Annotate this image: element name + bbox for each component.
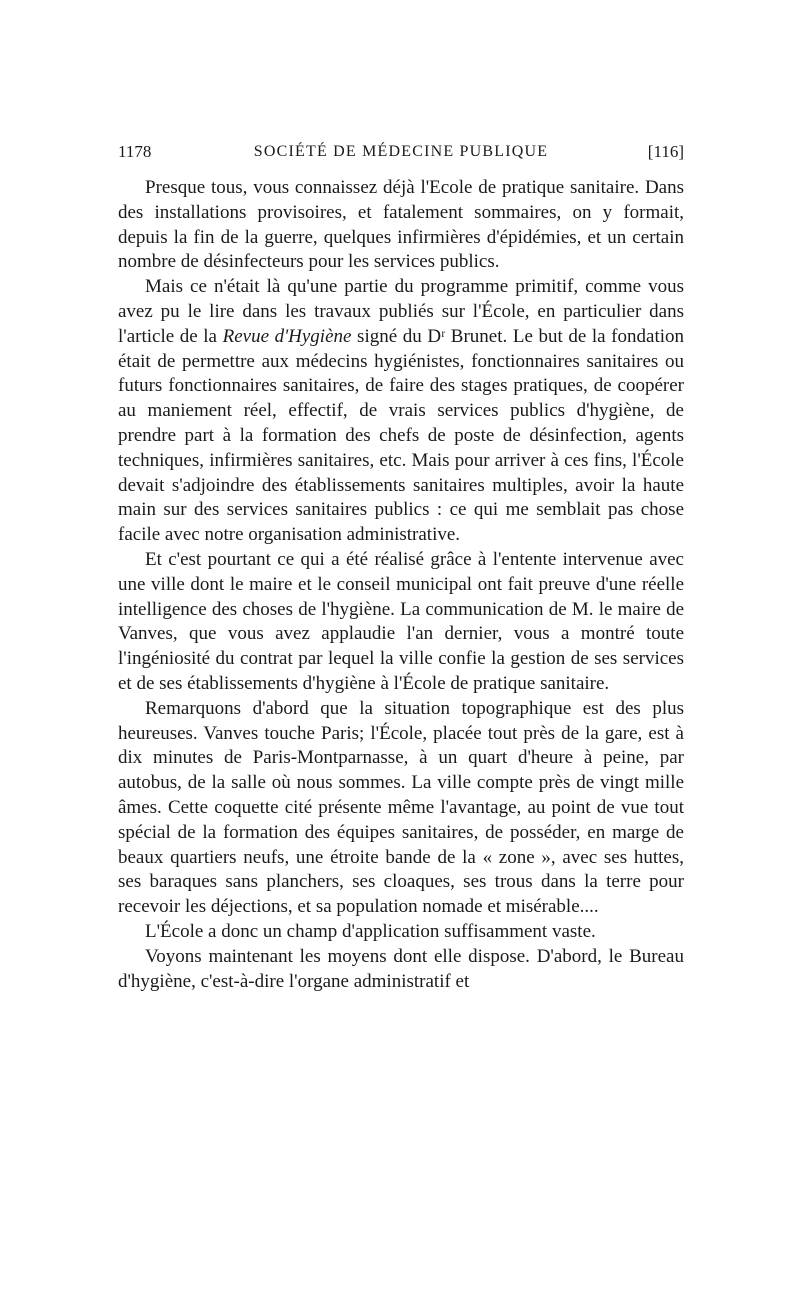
running-header: [118, 141, 684, 163]
journal-title: Revue d'Hygiène: [222, 325, 352, 347]
body-text: [118, 176, 684, 994]
page-reference: [116]: [647, 142, 684, 161]
paragraph: Voyons maintenant les moyens dont elle dispose. D'abord, le Bureau d'hygiène, c'est-à-dire l'organe administratif et: [118, 945, 684, 992]
paragraph-text: signé du Dʳ Brunet. Le but de la fondation était de permettre aux médecins hygiénistes, fonctionnaires sanitaires ou futurs fonctionnaires sanitaires, de faire des stages pratiques, de coopérer au maniement réel, effectif, de vrais services publics d'hygiène, de prendre part à la formation des chefs de poste de désinfection, agents techniques, infirmières sanitaires, etc. Mais pour arriver à ces fins, l'École devait s'adjoindre des établissements sanitaires multiples, avoir la haute main sur des services sanitaires publics : ce qui me semblait pas chose facile avec notre organisation administrative.: [118, 325, 684, 546]
paragraph: Remarquons d'abord que la situation topographique est des plus heureuses. Vanves touche Paris; l'École, placée tout près de la gare, est à dix minutes de Paris-Montparnasse, à un quart d'heure à peine, par autobus, de la salle où nous sommes. La ville compte près de vingt mille âmes. Cette coquette cité présente même l'avantage, au point de vue tout spécial de la formation des équipes sanitaires, de posséder, en marge de beaux quartiers neufs, une étroite bande de la « zone », avec ses huttes, ses baraques sans planchers, ses cloaques, ses trous dans la terre pour recevoir les déjections, et sa population nomade et misérable....: [118, 697, 684, 918]
paragraph: L'École a donc un champ d'application suffisamment vaste.: [145, 920, 596, 942]
page-number: 1178: [118, 142, 152, 161]
paragraph: Et c'est pourtant ce qui a été réalisé grâce à l'entente intervenue avec une ville dont le maire et le conseil municipal ont fait preuve d'une réelle intelligence des choses de l'hygiène. La communication de M. le maire de Vanves, que vous avez applaudie l'an dernier, vous a montré toute l'ingéniosité du contrat par lequel la ville confie la gestion de ses services et de ses établissements d'hygiène à l'École de pratique sanitaire.: [118, 548, 684, 694]
paragraph: [118, 275, 684, 548]
running-title: SOCIÉTÉ DE MÉDECINE PUBLIQUE: [253, 143, 549, 160]
paragraph: Presque tous, vous connaissez déjà l'Ecole de pratique sanitaire. Dans des installations provisoires, et fatalement sommaires, on y formait, depuis la fin de la guerre, quelques infirmières d'épidémies, et un certain nombre de désinfecteurs pour les services publics.: [118, 177, 684, 273]
paragraph-text: Mais ce n'était là qu'une partie du programme primitif, comme vous avez pu le lire dans les travaux publiés sur l'École, en particulier dans l'article de la: [118, 276, 684, 347]
